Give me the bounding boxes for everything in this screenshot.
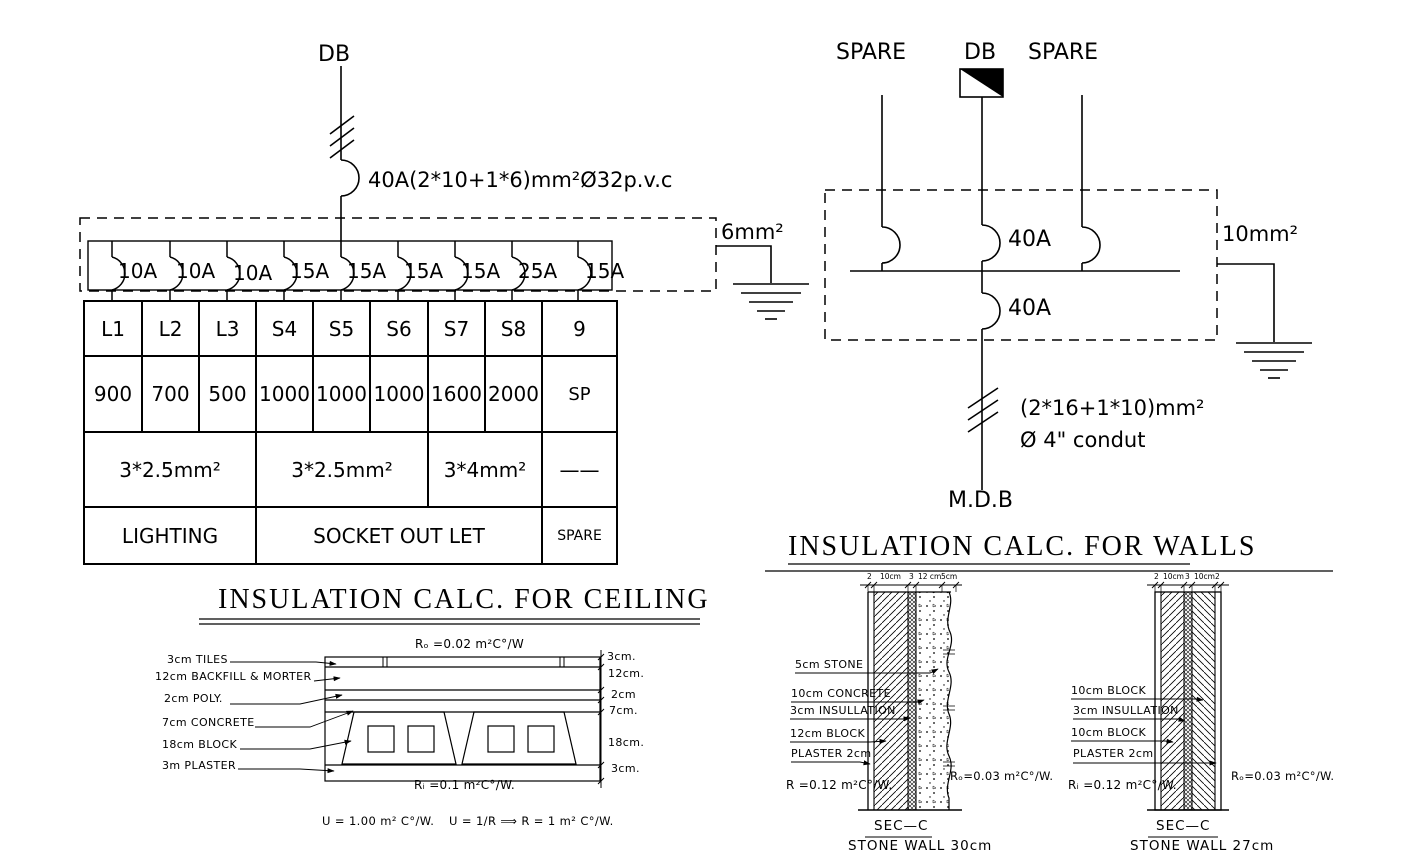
ceiling-layer-label: 3m PLASTER: [162, 759, 237, 772]
spare-label: SPARE: [836, 40, 907, 65]
wall-layer-label: 3cm INSULLATION: [790, 704, 896, 717]
wall-r-inner: R =0.12 m²C°/W.: [786, 778, 893, 792]
wall-sec-label: SEC—C: [874, 818, 929, 834]
ceiling-section-drawing: [325, 657, 600, 781]
breaker-label: 15A: [404, 259, 444, 283]
breaker-arc-icon: [341, 160, 359, 196]
ceiling-dimension-line: [598, 650, 604, 788]
circuit-id: S6: [370, 301, 428, 356]
breaker-label: 10A: [118, 259, 158, 283]
circuit-category: LIGHTING: [84, 507, 256, 564]
ceiling-dim-label: 18cm.: [608, 736, 645, 749]
cable-size: 3*2.5mm²: [256, 432, 428, 507]
circuit-id: S7: [428, 301, 485, 356]
circuit-category: SPARE: [542, 507, 617, 564]
db-earth-connection: [716, 246, 809, 319]
mdb-feeder-cable-label: (2*16+1*10)mm²: [1020, 396, 1205, 420]
breaker-label: 15A: [347, 259, 387, 283]
wall-name-label: STONE WALL 30cm: [848, 838, 993, 854]
wall-dim-label: 3: [1185, 572, 1190, 581]
breaker-arc-icon: [982, 293, 1000, 329]
cable-size: 3*2.5mm²: [84, 432, 256, 507]
ground-icon: [1236, 343, 1312, 378]
db-feeder-label: 40A(2*10+1*6)mm²Ø32p.v.c: [368, 168, 673, 192]
walls-title-underline: [765, 564, 1333, 571]
ceiling-layer-label: 2cm POLY.: [164, 692, 223, 705]
wall-dim-label: 12 cm: [918, 572, 942, 581]
circuit-id: S5: [313, 301, 370, 356]
db-feeder-wire: [330, 66, 359, 257]
mdb-label: M.D.B: [948, 488, 1014, 513]
circuit-load: 900: [84, 356, 142, 432]
circuit-load: 1000: [256, 356, 313, 432]
ceiling-layer-label: 7cm CONCRETE: [162, 716, 255, 729]
wall-dim-label: 3: [909, 572, 914, 581]
circuit-load: SP: [542, 356, 617, 432]
wall-dim-label: 10cm: [1194, 572, 1215, 581]
cable-size: ——: [542, 432, 617, 507]
db-label: DB: [318, 42, 351, 67]
db-earth-size-label: 6mm²: [721, 220, 784, 244]
wall-layer-label: 12cm BLOCK: [790, 727, 866, 740]
breaker-label: 10A: [176, 259, 216, 283]
tile-joint-ticks: [383, 657, 564, 667]
wall-name-label: STONE WALL 27cm: [1130, 838, 1275, 854]
circuit-id: L1: [84, 301, 142, 356]
hollow-block-icon: [342, 712, 576, 764]
circuit-id: L3: [199, 301, 256, 356]
mdb-feeder-conduit-label: Ø 4" condut: [1020, 428, 1146, 452]
ceiling-layer-label: 12cm BACKFILL & MORTER: [155, 670, 312, 683]
r-value-formula: U = 1/R ⟹ R = 1 m² C°/W.: [449, 814, 614, 828]
breaker-arc-icon: [982, 225, 1000, 261]
mdb-earth-size-label: 10mm²: [1222, 222, 1299, 246]
wall-dim-label: 2: [867, 572, 872, 581]
spare-label: SPARE: [1028, 40, 1099, 65]
wall-sec-label: SEC—C: [1156, 818, 1211, 834]
db-label: DB: [964, 40, 997, 65]
circuit-id: L2: [142, 301, 199, 356]
wall-dim-label: 10cm: [1163, 572, 1184, 581]
wall-r-outer: Rₒ=0.03 m²C°/W.: [950, 769, 1054, 783]
circuit-id: 9: [542, 301, 617, 356]
ceiling-section-title: INSULATION CALC. FOR CEILING: [218, 584, 710, 615]
circuit-load: 1600: [428, 356, 485, 432]
ceiling-dim-label: 3cm.: [611, 762, 640, 775]
cable-slash-icon: [968, 388, 998, 432]
wall-layer-label: 5cm STONE: [795, 658, 864, 671]
mdb-panel: [825, 69, 1312, 490]
db-symbol-fill: [960, 69, 1003, 97]
wall-r-outer: Rₒ=0.03 m²C°/W.: [1231, 769, 1335, 783]
cable-slash-icon: [330, 116, 354, 158]
breaker-label: 15A: [461, 259, 501, 283]
ceiling-layer-label: 18cm BLOCK: [162, 738, 238, 751]
cable-size: 3*4mm²: [428, 432, 542, 507]
ceiling-dim-label: 12cm.: [608, 667, 645, 680]
wall-dim-label: 5cm: [941, 572, 958, 581]
wall-layer-label: PLASTER 2cm: [1073, 747, 1154, 760]
wall-dim-label: 2: [1215, 572, 1220, 581]
walls-section-title: INSULATION CALC. FOR WALLS: [788, 531, 1257, 562]
wall-layer-label: 10cm CONCRETE: [791, 687, 891, 700]
bus-breaker-rating: 40A: [1008, 227, 1052, 252]
circuit-load: 500: [199, 356, 256, 432]
wall-layer-label: PLASTER 2cm: [791, 747, 872, 760]
load-schedule-table: [83, 300, 618, 565]
breaker-label: 25A: [518, 259, 558, 283]
wall-dim-label: 2: [1154, 572, 1159, 581]
circuit-id: S4: [256, 301, 313, 356]
ground-icon: [733, 284, 809, 319]
wall-dim-label: 10cm: [880, 572, 901, 581]
breaker-label: 15A: [290, 259, 330, 283]
mdb-earth-wire: [1217, 264, 1274, 342]
main-breaker-rating: 40A: [1008, 296, 1052, 321]
wall-layer-label: 3cm INSULLATION: [1073, 704, 1179, 717]
ceiling-dim-label: 2cm: [611, 688, 636, 701]
ceiling-dim-label: 7cm.: [609, 704, 638, 717]
circuit-load: 700: [142, 356, 199, 432]
ceiling-r-inner: Rᵢ =0.1 m²C°/W.: [414, 778, 515, 792]
u-value-formula: U = 1.00 m² C°/W.: [322, 814, 435, 828]
wall-layer-label: 10cm BLOCK: [1071, 726, 1147, 739]
breaker-label: 15A: [585, 259, 625, 283]
circuit-category: SOCKET OUT LET: [256, 507, 542, 564]
wall-layer-label: 10cm BLOCK: [1071, 684, 1147, 697]
circuit-load: 1000: [313, 356, 370, 432]
wall-r-inner: Rᵢ =0.12 m²C°/W.: [1068, 778, 1177, 792]
breaker-arc-icon: [882, 227, 900, 263]
ceiling-r-outer: Rₒ =0.02 m²C°/W: [415, 637, 524, 651]
ceiling-title-underline: [199, 619, 700, 624]
circuit-load: 2000: [485, 356, 542, 432]
ceiling-layer-label: 3cm TILES: [167, 653, 228, 666]
circuit-id: S8: [485, 301, 542, 356]
breaker-arc-icon: [1082, 227, 1100, 263]
ceiling-dim-label: 3cm.: [607, 650, 636, 663]
circuit-load: 1000: [370, 356, 428, 432]
breaker-label: 10A: [233, 261, 273, 285]
